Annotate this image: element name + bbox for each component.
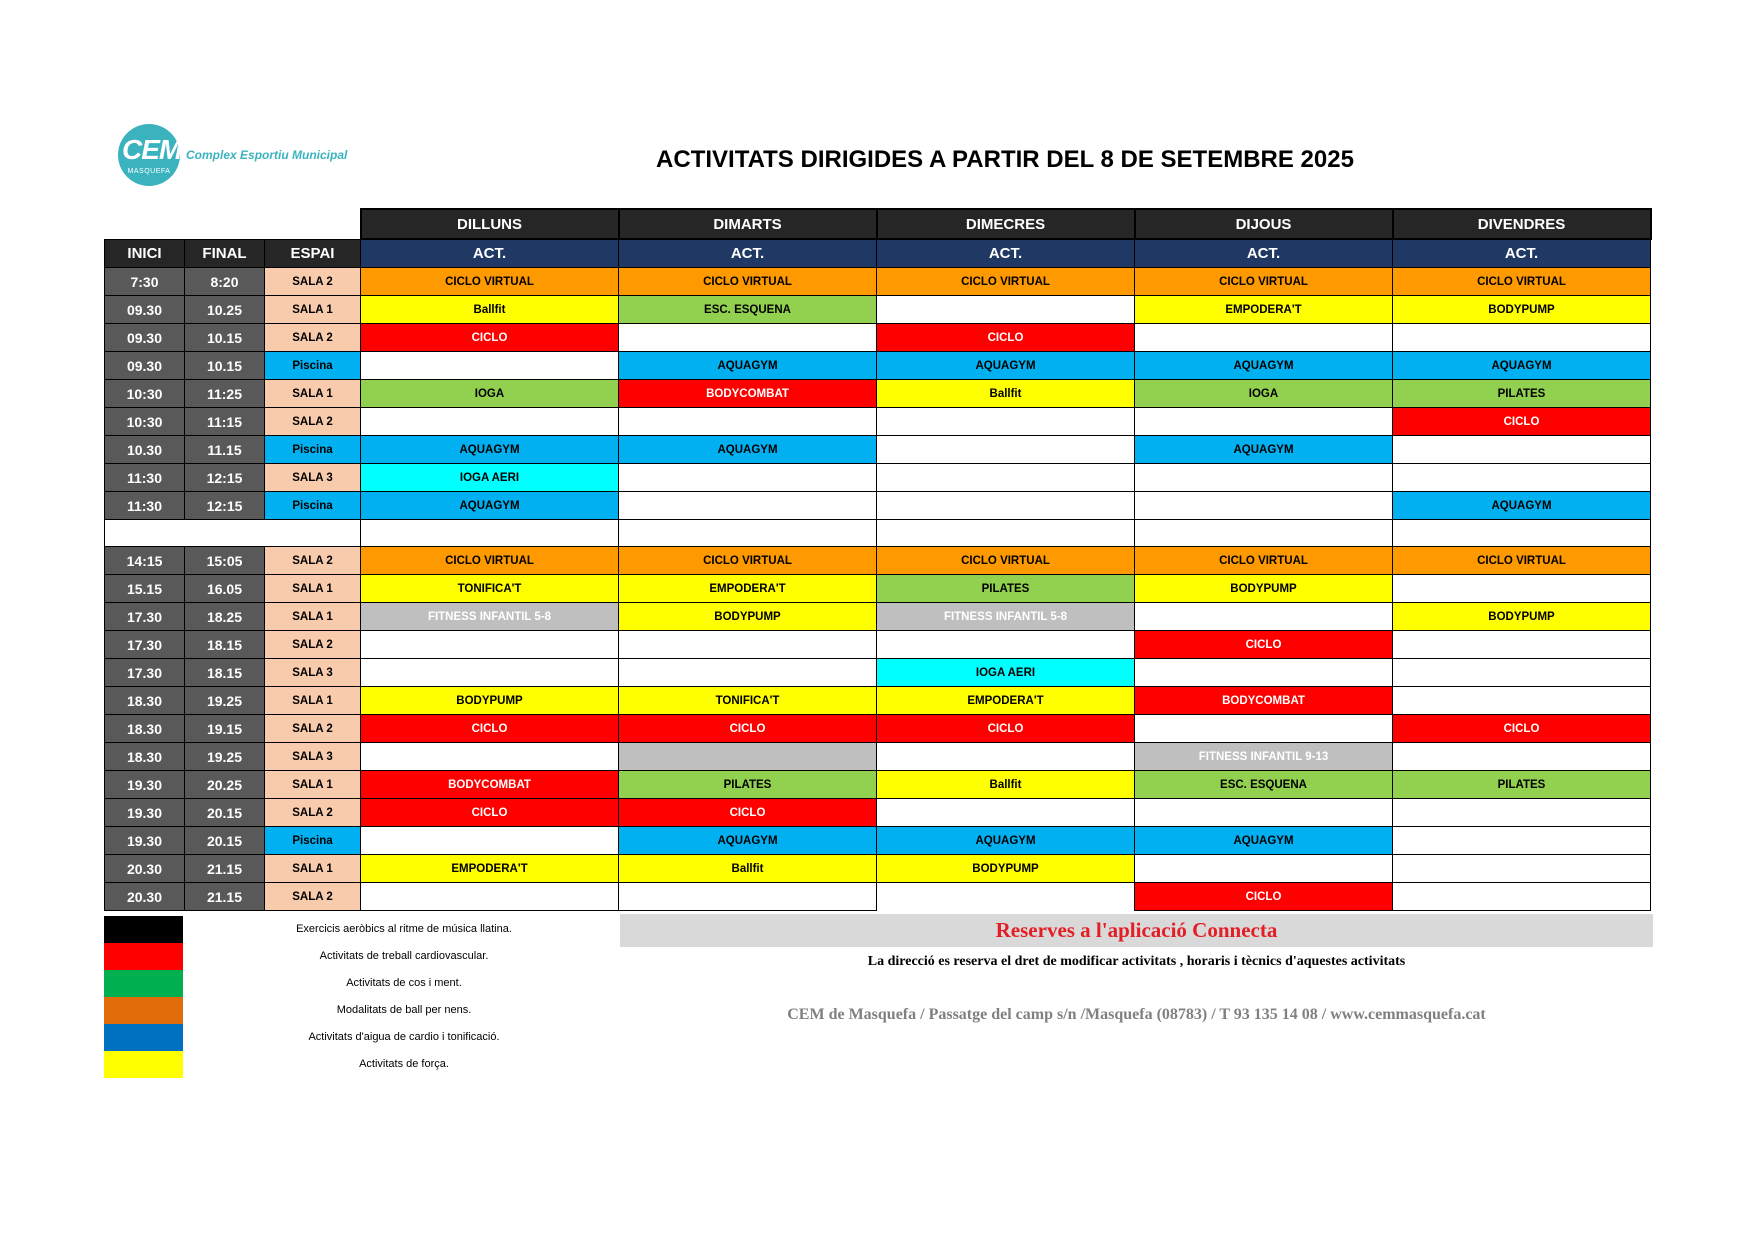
end-time: 12:15 — [185, 464, 265, 492]
activity-cell: PILATES — [1393, 380, 1651, 408]
start-time: 11:30 — [105, 464, 185, 492]
legend-swatch — [104, 997, 183, 1024]
activity-cell: BODYCOMBAT — [361, 771, 619, 799]
activity-cell — [1393, 575, 1651, 603]
legend-swatch — [104, 943, 183, 970]
room-cell: SALA 1 — [265, 380, 361, 408]
activity-cell: AQUAGYM — [361, 436, 619, 464]
room-cell: SALA 2 — [265, 324, 361, 352]
legend-swatch — [104, 970, 183, 997]
activity-cell: CICLO — [361, 324, 619, 352]
activity-cell — [1135, 464, 1393, 492]
activity-cell: AQUAGYM — [1135, 436, 1393, 464]
activity-cell: TONIFICA'T — [361, 575, 619, 603]
end-time: 18.25 — [185, 603, 265, 631]
legend-text: Modalitats de ball per nens. — [336, 1004, 472, 1016]
day-header-dilluns: DILLUNS — [361, 209, 619, 239]
start-time: 09.30 — [105, 352, 185, 380]
room-cell: SALA 3 — [265, 464, 361, 492]
act-header-row — [105, 239, 1651, 268]
room-cell: Piscina — [265, 827, 361, 855]
gap-cell — [105, 520, 361, 547]
activity-cell — [619, 324, 877, 352]
activity-cell: EMPODERA'T — [619, 575, 877, 603]
gap-row — [105, 520, 1651, 547]
activity-cell — [619, 883, 877, 911]
activity-cell — [1135, 324, 1393, 352]
logo-text: Complex Esportiu Municipal — [186, 148, 348, 162]
activity-cell — [361, 827, 619, 855]
activity-cell: AQUAGYM — [1135, 827, 1393, 855]
activity-cell — [877, 631, 1135, 659]
start-time: 15.15 — [105, 575, 185, 603]
activity-cell: CICLO — [1393, 715, 1651, 743]
gap-cell — [1393, 520, 1651, 547]
activity-cell: AQUAGYM — [877, 827, 1135, 855]
end-time: 20.15 — [185, 799, 265, 827]
activity-cell: BODYCOMBAT — [619, 380, 877, 408]
activity-cell — [361, 631, 619, 659]
activity-cell: PILATES — [619, 771, 877, 799]
gap-cell — [619, 520, 877, 547]
start-time: 20.30 — [105, 855, 185, 883]
activity-cell — [877, 883, 1135, 911]
room-cell: SALA 1 — [265, 771, 361, 799]
table-row — [105, 380, 1651, 408]
start-time: 17.30 — [105, 603, 185, 631]
header-blank — [105, 209, 361, 239]
start-time: 10:30 — [105, 408, 185, 436]
room-cell: SALA 3 — [265, 659, 361, 687]
activity-cell: PILATES — [1393, 771, 1651, 799]
legend-text: Exercicis aeròbics al ritme de música llatina. — [296, 923, 512, 935]
activity-cell: CICLO VIRTUAL — [619, 547, 877, 575]
activity-cell: BODYPUMP — [619, 603, 877, 631]
room-cell: SALA 1 — [265, 575, 361, 603]
act-header: ACT. — [619, 239, 877, 268]
table-row — [105, 464, 1651, 492]
start-time: 20.30 — [105, 883, 185, 911]
table-row — [105, 296, 1651, 324]
activity-cell — [877, 436, 1135, 464]
gap-cell — [877, 520, 1135, 547]
room-cell: SALA 3 — [265, 743, 361, 771]
table-row — [105, 827, 1651, 855]
end-time: 15:05 — [185, 547, 265, 575]
activity-cell: PILATES — [877, 575, 1135, 603]
act-header: ACT. — [361, 239, 619, 268]
room-cell: SALA 2 — [265, 547, 361, 575]
activity-cell — [1393, 659, 1651, 687]
activity-cell — [361, 408, 619, 436]
start-time: 19.30 — [105, 799, 185, 827]
end-time: 21.15 — [185, 883, 265, 911]
activity-cell: CICLO — [619, 799, 877, 827]
start-time: 18.30 — [105, 715, 185, 743]
start-time: 10:30 — [105, 380, 185, 408]
start-time: 18.30 — [105, 687, 185, 715]
activity-cell — [877, 464, 1135, 492]
end-time: 8:20 — [185, 268, 265, 296]
activity-cell: EMPODERA'T — [1135, 296, 1393, 324]
start-time: 10.30 — [105, 436, 185, 464]
end-time: 10.15 — [185, 352, 265, 380]
activity-cell — [619, 492, 877, 520]
activity-cell: CICLO — [1135, 631, 1393, 659]
start-time: 19.30 — [105, 827, 185, 855]
end-time: 21.15 — [185, 855, 265, 883]
activity-cell: BODYPUMP — [361, 687, 619, 715]
activity-cell — [619, 408, 877, 436]
room-cell: SALA 1 — [265, 687, 361, 715]
activity-cell: CICLO — [619, 715, 877, 743]
activity-cell: BODYPUMP — [1393, 296, 1651, 324]
room-cell: Piscina — [265, 352, 361, 380]
activity-cell: Ballfit — [877, 380, 1135, 408]
end-time: 10.15 — [185, 324, 265, 352]
activity-cell: CICLO — [877, 324, 1135, 352]
activity-cell: BODYPUMP — [1135, 575, 1393, 603]
activity-cell — [1135, 492, 1393, 520]
activity-cell: FITNESS INFANTIL 9-13 — [1135, 743, 1393, 771]
act-header: ACT. — [877, 239, 1135, 268]
legend-swatch — [104, 1051, 183, 1078]
table-row — [105, 408, 1651, 436]
schedule-table — [104, 208, 1652, 911]
activity-cell: CICLO VIRTUAL — [1135, 268, 1393, 296]
activity-cell — [1393, 436, 1651, 464]
table-row — [105, 659, 1651, 687]
act-header: ACT. — [1393, 239, 1651, 268]
table-row — [105, 715, 1651, 743]
activity-cell — [1135, 799, 1393, 827]
room-cell: SALA 2 — [265, 799, 361, 827]
activity-cell: CICLO — [1393, 408, 1651, 436]
activity-cell: BODYPUMP — [877, 855, 1135, 883]
col-final-header: FINAL — [185, 239, 265, 268]
end-time: 16.05 — [185, 575, 265, 603]
table-row — [105, 268, 1651, 296]
activity-cell: CICLO — [361, 715, 619, 743]
activity-cell: IOGA AERI — [361, 464, 619, 492]
room-cell: SALA 2 — [265, 883, 361, 911]
activity-cell — [1393, 855, 1651, 883]
table-row — [105, 743, 1651, 771]
table-row — [105, 436, 1651, 464]
room-cell: SALA 1 — [265, 296, 361, 324]
day-header-dimarts: DIMARTS — [619, 209, 877, 239]
logo-sub: MASQUEFA — [127, 168, 171, 175]
activity-cell: AQUAGYM — [361, 492, 619, 520]
activity-cell: CICLO VIRTUAL — [1135, 547, 1393, 575]
activity-cell: CICLO VIRTUAL — [361, 268, 619, 296]
end-time: 10.25 — [185, 296, 265, 324]
table-row — [105, 631, 1651, 659]
table-row — [105, 687, 1651, 715]
activity-cell — [361, 659, 619, 687]
activity-cell — [1135, 715, 1393, 743]
activity-cell: CICLO VIRTUAL — [1393, 268, 1651, 296]
activity-cell — [877, 799, 1135, 827]
legend-swatch — [104, 916, 183, 943]
activity-cell: EMPODERA'T — [877, 687, 1135, 715]
activity-cell: AQUAGYM — [1135, 352, 1393, 380]
activity-cell: FITNESS INFANTIL 5-8 — [877, 603, 1135, 631]
table-row — [105, 352, 1651, 380]
activity-cell — [1135, 855, 1393, 883]
start-time: 18.30 — [105, 743, 185, 771]
end-time: 11.15 — [185, 436, 265, 464]
activity-cell — [1135, 659, 1393, 687]
activity-cell: TONIFICA'T — [619, 687, 877, 715]
end-time: 19.15 — [185, 715, 265, 743]
activity-cell — [1393, 883, 1651, 911]
start-time: 09.30 — [105, 324, 185, 352]
gap-cell — [1135, 520, 1393, 547]
activity-cell: CICLO VIRTUAL — [1393, 547, 1651, 575]
col-espai-header: ESPAI — [265, 239, 361, 268]
activity-cell: CICLO VIRTUAL — [877, 547, 1135, 575]
day-header-divendres: DIVENDRES — [1393, 209, 1651, 239]
activity-cell — [1135, 408, 1393, 436]
activity-cell — [1393, 799, 1651, 827]
start-time: 17.30 — [105, 631, 185, 659]
activity-cell: CICLO — [1135, 883, 1393, 911]
start-time: 14:15 — [105, 547, 185, 575]
activity-cell: Ballfit — [361, 296, 619, 324]
activity-cell: CICLO — [877, 715, 1135, 743]
end-time: 19.25 — [185, 687, 265, 715]
activity-cell: AQUAGYM — [1393, 492, 1651, 520]
table-row — [105, 575, 1651, 603]
activity-cell — [877, 743, 1135, 771]
activity-cell — [619, 631, 877, 659]
table-row — [105, 855, 1651, 883]
end-time: 11:15 — [185, 408, 265, 436]
notice-text: La direcció es reserva el dret de modificar activitats , horaris i tècnics d'aquestes activitats — [867, 954, 1406, 969]
end-time: 11:25 — [185, 380, 265, 408]
contact-text: CEM de Masquefa / Passatge del camp s/n /Masquefa (08783) / T 93 135 14 08 / www.cemmasquefa.cat — [787, 1006, 1486, 1023]
activity-cell — [1135, 603, 1393, 631]
room-cell: SALA 2 — [265, 268, 361, 296]
activity-cell: BODYCOMBAT — [1135, 687, 1393, 715]
activity-cell: CICLO VIRTUAL — [361, 547, 619, 575]
end-time: 18.15 — [185, 631, 265, 659]
activity-cell — [877, 408, 1135, 436]
activity-cell — [1393, 743, 1651, 771]
room-cell: SALA 1 — [265, 603, 361, 631]
room-cell: SALA 2 — [265, 408, 361, 436]
activity-cell — [361, 352, 619, 380]
legend-text: Activitats de força. — [359, 1058, 449, 1070]
activity-cell: IOGA AERI — [877, 659, 1135, 687]
activity-cell: CICLO VIRTUAL — [619, 268, 877, 296]
activity-cell — [1393, 631, 1651, 659]
activity-cell: ESC. ESQUENA — [619, 296, 877, 324]
activity-cell: IOGA — [1135, 380, 1393, 408]
legend-text: Activitats de treball cardiovascular. — [319, 950, 489, 962]
activity-cell: Ballfit — [619, 855, 877, 883]
day-header-dimecres: DIMECRES — [877, 209, 1135, 239]
logo-cem: CEM — [122, 134, 182, 165]
activity-cell: BODYPUMP — [1393, 603, 1651, 631]
activity-cell: EMPODERA'T — [361, 855, 619, 883]
table-row — [105, 324, 1651, 352]
reserves-banner — [620, 914, 1653, 947]
activity-cell — [361, 743, 619, 771]
table-row — [105, 883, 1651, 911]
table-row — [105, 492, 1651, 520]
table-row — [105, 799, 1651, 827]
gap-cell — [361, 520, 619, 547]
start-time: 19.30 — [105, 771, 185, 799]
table-row — [105, 547, 1651, 575]
activity-cell: ESC. ESQUENA — [1135, 771, 1393, 799]
end-time: 19.25 — [185, 743, 265, 771]
day-header-dijous: DIJOUS — [1135, 209, 1393, 239]
page-title: ACTIVITATS DIRIGIDES A PARTIR DEL 8 DE SETEMBRE 2025 — [656, 146, 1354, 173]
cem-logo — [118, 124, 358, 188]
activity-cell: AQUAGYM — [619, 827, 877, 855]
activity-cell — [1393, 464, 1651, 492]
activity-cell — [619, 659, 877, 687]
col-inici-header: INICI — [105, 239, 185, 268]
activity-cell — [1393, 324, 1651, 352]
activity-cell — [877, 296, 1135, 324]
room-cell: SALA 2 — [265, 631, 361, 659]
room-cell: SALA 2 — [265, 715, 361, 743]
legend-text: Activitats d'aigua de cardio i tonificació. — [308, 1031, 500, 1043]
activity-cell — [877, 492, 1135, 520]
table-row — [105, 771, 1651, 799]
end-time: 18.15 — [185, 659, 265, 687]
act-header: ACT. — [1135, 239, 1393, 268]
day-header-row — [105, 209, 1651, 239]
end-time: 20.25 — [185, 771, 265, 799]
activity-cell — [619, 743, 877, 771]
activity-cell — [361, 883, 619, 911]
activity-cell — [1393, 827, 1651, 855]
activity-cell: CICLO — [361, 799, 619, 827]
start-time: 7:30 — [105, 268, 185, 296]
activity-cell: AQUAGYM — [619, 352, 877, 380]
activity-cell: IOGA — [361, 380, 619, 408]
room-cell: Piscina — [265, 436, 361, 464]
activity-cell — [1393, 687, 1651, 715]
end-time: 12:15 — [185, 492, 265, 520]
activity-cell — [619, 464, 877, 492]
activity-cell: AQUAGYM — [1393, 352, 1651, 380]
activity-cell: CICLO VIRTUAL — [877, 268, 1135, 296]
activity-cell: FITNESS INFANTIL 5-8 — [361, 603, 619, 631]
reserves-text: Reserves a l'aplicació Connecta — [995, 918, 1278, 942]
start-time: 17.30 — [105, 659, 185, 687]
start-time: 09.30 — [105, 296, 185, 324]
room-cell: SALA 1 — [265, 855, 361, 883]
legend-swatch — [104, 1024, 183, 1051]
end-time: 20.15 — [185, 827, 265, 855]
legend-text: Activitats de cos i ment. — [346, 977, 462, 989]
start-time: 11:30 — [105, 492, 185, 520]
table-row — [105, 603, 1651, 631]
activity-cell: AQUAGYM — [619, 436, 877, 464]
room-cell: Piscina — [265, 492, 361, 520]
activity-cell: AQUAGYM — [877, 352, 1135, 380]
activity-cell: Ballfit — [877, 771, 1135, 799]
